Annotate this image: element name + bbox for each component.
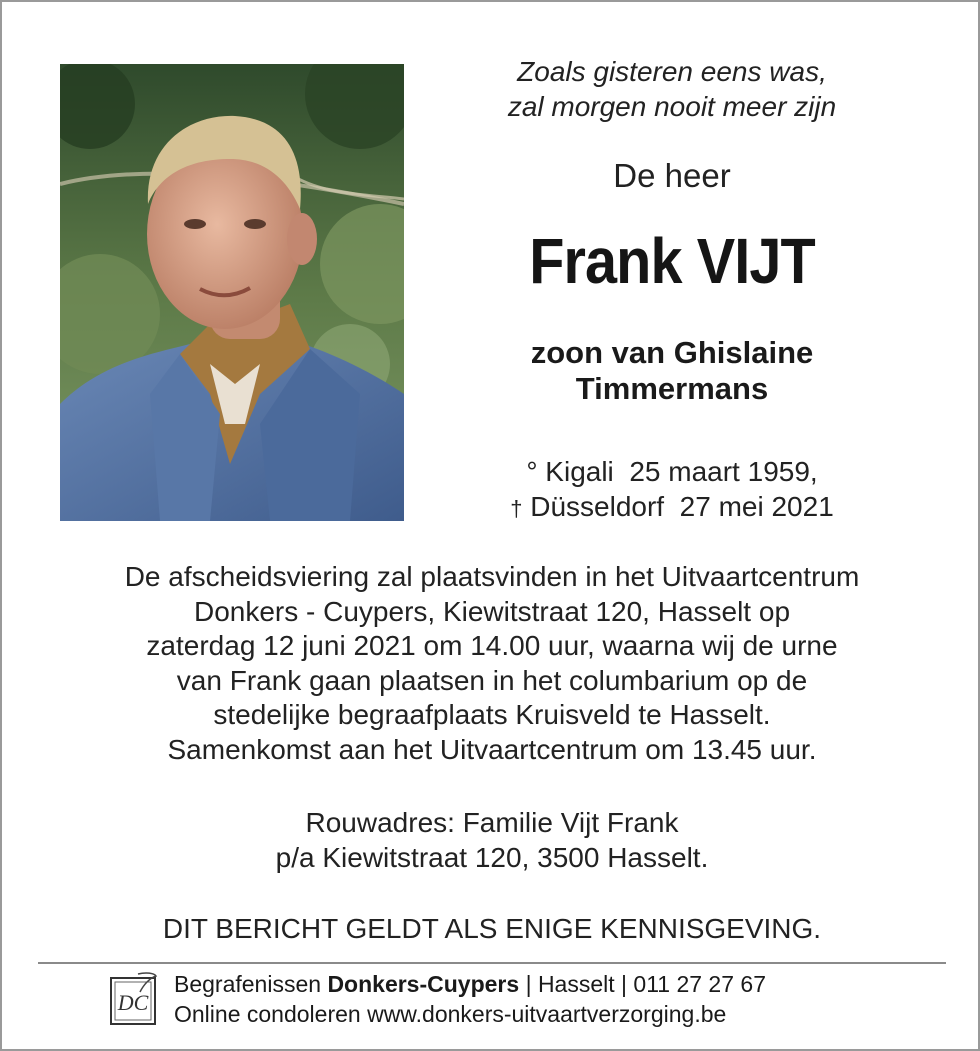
notice-statement: DIT BERICHT GELDT ALS ENIGE KENNISGEVING. xyxy=(162,913,822,944)
cross-icon: † xyxy=(510,496,523,521)
birth-place: Kigali xyxy=(545,456,614,487)
footer-line-2 xyxy=(174,999,894,1029)
company-name: Donkers-Cuypers xyxy=(327,971,520,997)
death-date: 27 mei 2021 xyxy=(679,491,834,522)
footer-prefix: Begrafenissen xyxy=(174,971,322,997)
footer-separator: | xyxy=(621,971,628,997)
ceremony-line: De afscheidsviering zal plaatsvinden in het Uitvaartcentrum xyxy=(124,561,860,592)
ceremony-line: Donkers - Cuypers, Kiewitstraat 120, Hasselt op xyxy=(193,595,791,627)
birth-line xyxy=(422,454,922,489)
ceremony-line: zaterdag 12 juni 2021 om 14.00 uur, waarna wij de urne xyxy=(146,630,838,661)
footer-line-1 xyxy=(174,969,894,999)
honorific: De heer xyxy=(613,157,731,194)
footer-phone: 011 27 27 67 xyxy=(633,971,766,997)
death-place: Düsseldorf xyxy=(530,491,665,522)
ceremony-line: van Frank gaan plaatsen in het columbarium op de xyxy=(176,664,808,696)
online-condolence-label: Online condoleren xyxy=(174,1001,361,1027)
ceremony-line: Samenkomst aan het Uitvaartcentrum om 13.45 uur. xyxy=(167,733,817,765)
memorial-quote xyxy=(422,54,922,124)
ceremony-details xyxy=(42,560,942,767)
footer-city: Hasselt xyxy=(537,971,615,997)
address-line-2: p/a Kiewitstraat 120, 3500 Hasselt. xyxy=(275,841,709,873)
funeral-home-logo xyxy=(108,970,158,1028)
parent-line-1: zoon van Ghislaine xyxy=(530,335,814,370)
website-link[interactable]: www.donkers-uitvaartverzorging.be xyxy=(367,1001,727,1027)
portrait-photo xyxy=(60,64,404,521)
parent-line-2: Timmermans xyxy=(575,371,769,406)
deceased-name: Frank VIJT xyxy=(529,225,815,297)
birth-symbol: ° xyxy=(526,456,538,487)
quote-line-1: Zoals gisteren eens was, xyxy=(517,56,827,87)
parentage xyxy=(422,335,922,407)
birth-date: 25 maart 1959, xyxy=(629,456,818,487)
mourning-address xyxy=(42,806,942,875)
footer-divider xyxy=(38,962,946,964)
life-dates xyxy=(422,454,922,526)
quote-line-2: zal morgen nooit meer zijn xyxy=(507,91,837,122)
footer-separator: | xyxy=(525,971,532,997)
ceremony-line: stedelijke begraafplaats Kruisveld te Hasselt. xyxy=(213,699,771,730)
address-line-1: Rouwadres: Familie Vijt Frank xyxy=(305,807,679,838)
logo-monogram: DC xyxy=(117,990,149,1015)
death-line xyxy=(422,489,922,526)
footer-info xyxy=(174,969,894,1029)
